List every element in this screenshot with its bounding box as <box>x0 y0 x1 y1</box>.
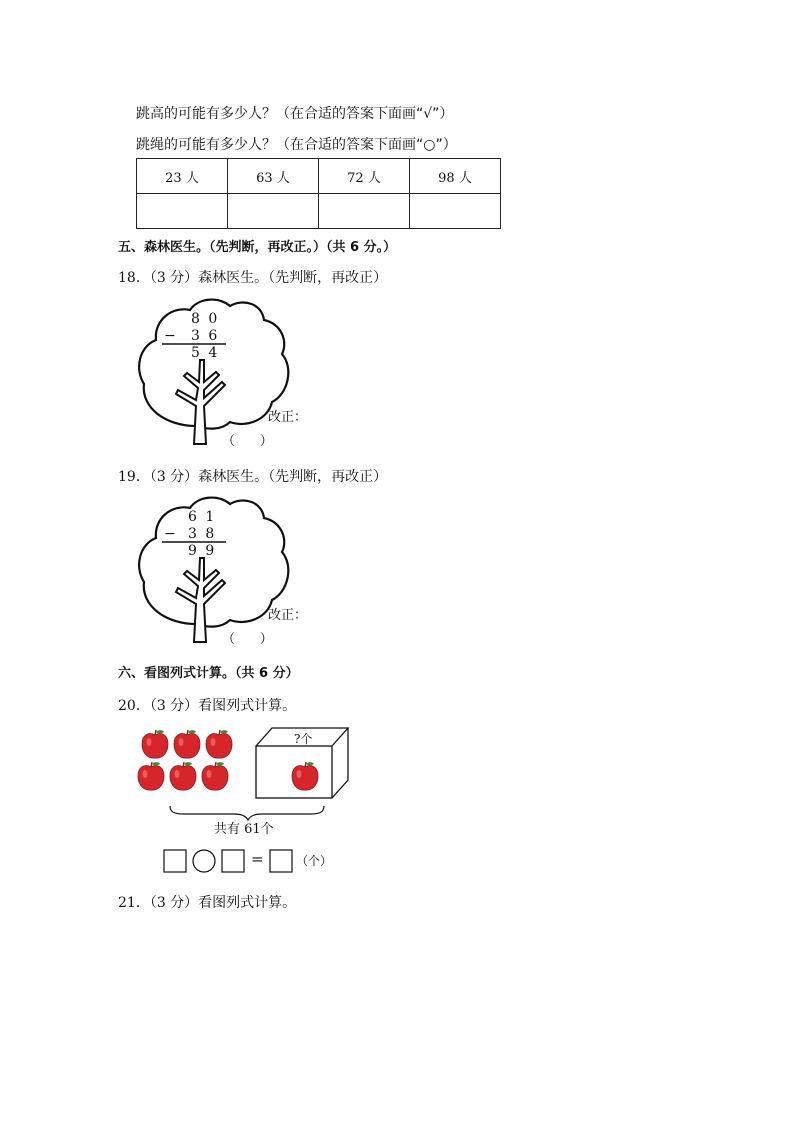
answer-box <box>222 850 244 872</box>
answer-blank-cell[interactable] <box>319 194 410 229</box>
equals-sign: = <box>251 850 264 868</box>
apple-icon <box>142 730 168 758</box>
q17-line-high-jump: 跳高的可能有多少人？（在合适的答案下面画“√”） <box>136 106 454 122</box>
minuend: 6 1 <box>188 509 217 525</box>
apple-icon <box>170 762 196 790</box>
difference: 9 9 <box>188 543 217 559</box>
q18-stem: 18．（3 分）森林医生。（先判断，再改正） <box>118 270 388 286</box>
option-cell: 98 人 <box>410 159 501 194</box>
q17-line-rope-skip: 跳绳的可能有多少人？（在合适的答案下面画“○”） <box>136 137 457 153</box>
q18-tree-figure <box>136 298 311 451</box>
answer-options-row <box>137 159 501 194</box>
section-5-title: 五、森林医生。（先判断，再改正。）（共 6 分。） <box>118 240 397 255</box>
minus-sign: − <box>164 526 176 542</box>
answer-box <box>164 850 186 872</box>
total-label: 共有 61个 <box>214 822 274 837</box>
correction-label: 改正： <box>268 608 308 623</box>
apple-icon <box>138 762 164 790</box>
q20-apples-figure <box>136 724 356 876</box>
option-cell: 23 人 <box>137 159 228 194</box>
box-unknown-label: ?个 <box>294 732 313 746</box>
answer-blank-cell[interactable] <box>410 194 501 229</box>
option-cell: 63 人 <box>228 159 319 194</box>
answer-table <box>136 158 501 229</box>
apple-icon <box>202 762 228 790</box>
difference: 5 4 <box>191 345 220 361</box>
q19-tree-figure <box>136 496 311 649</box>
unit-label: （个） <box>296 854 333 868</box>
answer-blank-row <box>137 194 501 229</box>
q20-stem: 20．（3 分）看图列式计算。 <box>118 698 297 714</box>
section-6-title: 六、看图列式计算。（共 6 分） <box>118 666 299 681</box>
answer-blank-cell[interactable] <box>228 194 319 229</box>
judge-blank[interactable]: （ ） <box>222 632 273 647</box>
q21-stem: 21．（3 分）看图列式计算。 <box>118 895 297 911</box>
answer-box <box>270 850 292 872</box>
q19-stem: 19．（3 分）森林医生。（先判断，再改正） <box>118 469 388 485</box>
option-cell: 72 人 <box>319 159 410 194</box>
apple-icon <box>206 730 232 758</box>
operator-circle <box>193 850 215 872</box>
correction-label: 改正： <box>268 410 308 425</box>
minuend: 8 0 <box>191 311 220 327</box>
subtrahend: 3 8 <box>188 526 217 542</box>
subtrahend: 3 6 <box>191 328 220 344</box>
apple-icon <box>174 730 200 758</box>
judge-blank[interactable]: （ ） <box>222 434 273 449</box>
minus-sign: − <box>164 328 176 344</box>
answer-blank-cell[interactable] <box>137 194 228 229</box>
